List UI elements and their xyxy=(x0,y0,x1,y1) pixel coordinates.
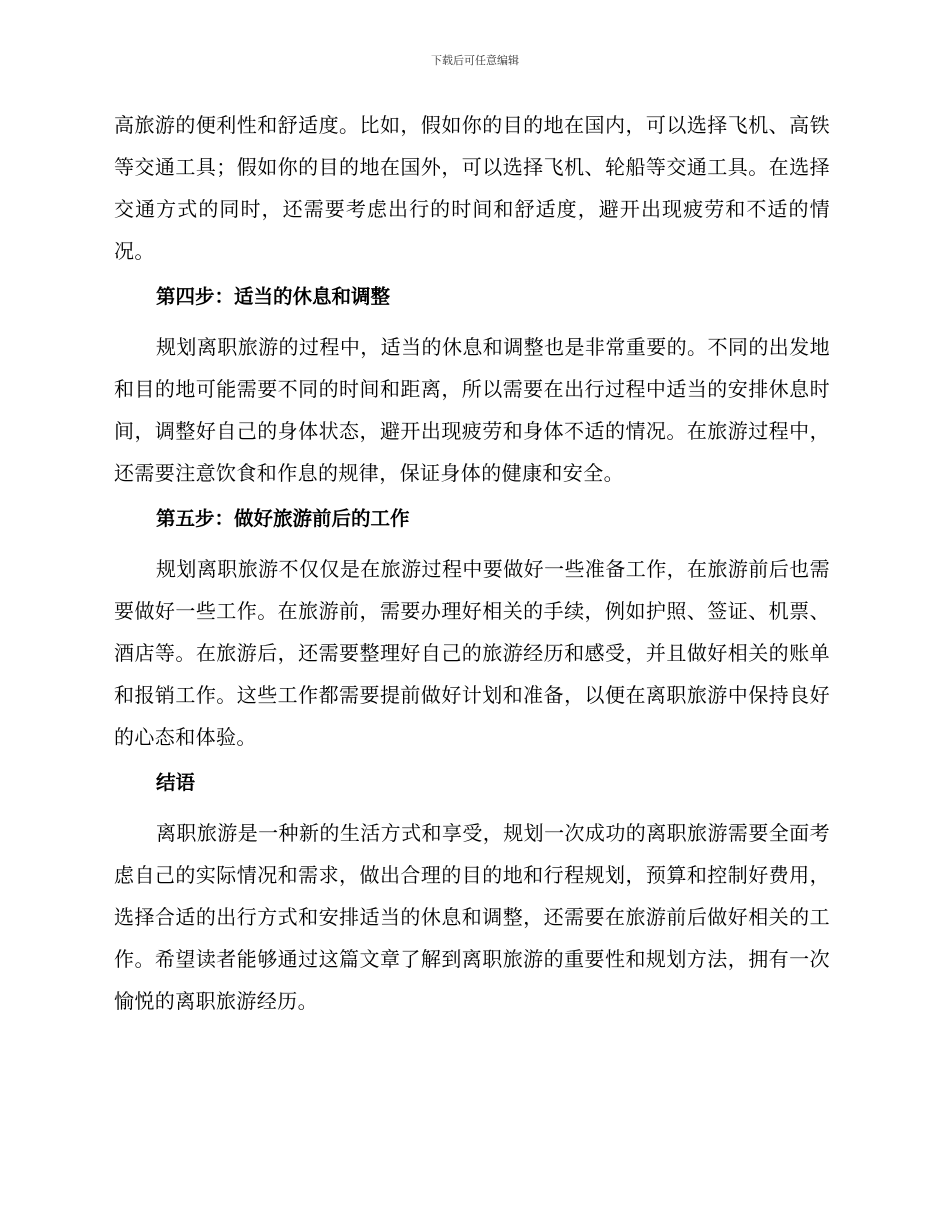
section-heading-step5: 第五步：做好旅游前后的工作 xyxy=(156,507,410,530)
paragraph-continued: 高旅游的便利性和舒适度。比如，假如你的目的地在国内，可以选择飞机、高铁等交通工具；假如你的目的地在国外，可以选择飞机、轮船等交通工具。在选择交通方式的同时，还需要考虑出行的时间和舒适度，避开出现疲劳和不适的情况。 xyxy=(114,113,830,263)
paragraph-conclusion: 离职旅游是一种新的生活方式和享受，规划一次成功的离职旅游需要全面考虑自己的实际情况和需求，做出合理的目的地和行程规划，预算和控制好费用，选择合适的出行方式和安排适当的休息和调整，还需要在旅游前后做好相关的工作。希望读者能够通过这篇文章了解到离职旅游的重要性和规划方法，拥有一次愉悦的离职旅游经历。 xyxy=(114,821,830,1013)
page-header: 下载后可任意编辑 xyxy=(431,54,519,67)
paragraph-step4: 规划离职旅游的过程中，适当的休息和调整也是非常重要的。不同的出发地和目的地可能需要不同的时间和距离，所以需要在出行过程中适当的安排休息时间，调整好自己的身体状态，避开出现疲劳和身体不适的情况。在旅游过程中，还需要注意饮食和作息的规律，保证身体的健康和安全。 xyxy=(114,335,830,485)
section-heading-step4: 第四步：适当的休息和调整 xyxy=(156,285,391,308)
document-body xyxy=(114,104,830,1022)
paragraph-step5: 规划离职旅游不仅仅是在旅游过程中要做好一些准备工作，在旅游前后也需要做好一些工作。在旅游前，需要办理好相关的手续，例如护照、签证、机票、酒店等。在旅游后，还需要整理好自己的旅游经历和感受，并且做好相关的账单和报销工作。这些工作都需要提前做好计划和准备，以便在离职旅游中保持良好的心态和体验。 xyxy=(114,557,830,749)
section-heading-conclusion: 结语 xyxy=(156,771,196,794)
